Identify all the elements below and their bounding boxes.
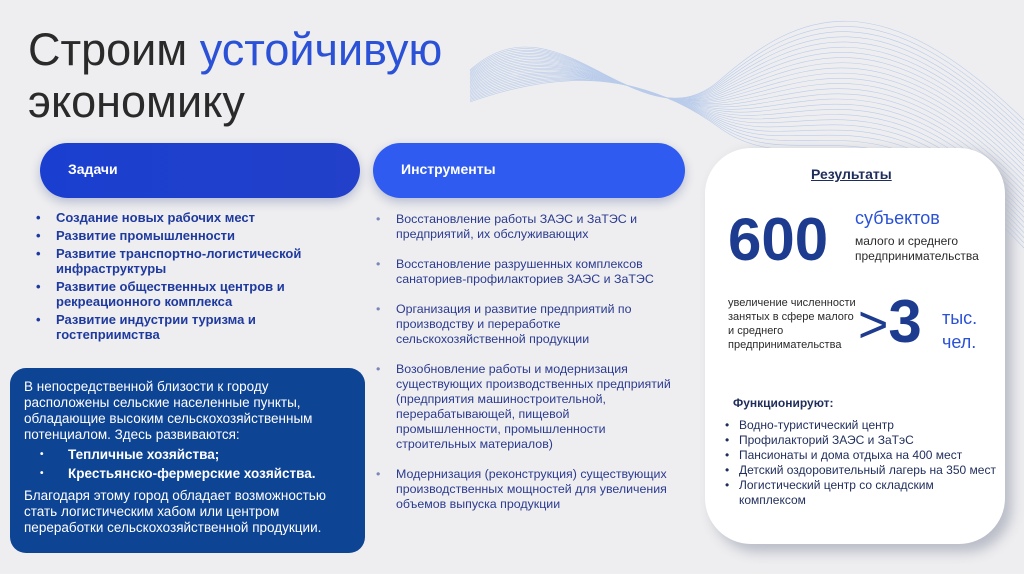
list-item: • Создание новых рабочих мест <box>36 210 336 225</box>
villages-outro: Благодаря этому город обладает возможностью стать логистическим хабом или центром переработки сельскохозяйственной продукции. <box>24 488 326 535</box>
tasks-header-pill <box>40 143 360 198</box>
employment-prefix: > <box>858 296 889 354</box>
list-item: • Логистический центр со складским комплексом <box>723 478 1001 508</box>
employment-number: 3 <box>888 288 922 355</box>
results-heading: Результаты <box>811 166 892 182</box>
list-item: • Восстановление разрушенных комплексов санаториев-профилакториев ЗАЭС и ЗаТЭС <box>372 257 677 287</box>
title-line1-plain: Строим <box>28 24 200 75</box>
villages-list <box>24 447 351 482</box>
functioning-list <box>723 418 1001 508</box>
title-line2: экономику <box>28 76 245 127</box>
title-line1-accent: устойчивую <box>199 24 443 75</box>
list-item: • Развитие общественных центров и рекреационного комплекса <box>36 279 336 309</box>
tools-heading: Инструменты <box>401 161 496 177</box>
employment-description: увеличение численности занятых в сфере малого и среднего предпринимательства <box>728 297 856 351</box>
smb-count-description: малого и среднего предпринимательства <box>855 234 979 263</box>
list-item: • Тепличные хозяйства; <box>24 447 351 463</box>
list-item: • Профилакторий ЗАЭС и ЗаТэС <box>723 433 1001 448</box>
list-item: • Крестьянско-фермерские хозяйства. <box>24 466 351 482</box>
list-item: • Водно-туристический центр <box>723 418 1001 433</box>
smb-count-value: 600 <box>728 206 829 273</box>
list-item: • Организация и развитие предприятий по производству и переработке сельскохозяйственной продукции <box>372 302 677 347</box>
tasks-heading: Задачи <box>68 161 118 177</box>
employment-value <box>858 290 922 357</box>
page-title <box>28 24 442 128</box>
list-item: • Развитие промышленности <box>36 228 336 243</box>
employment-unit: тыс. чел. <box>942 308 978 352</box>
list-item: • Развитие индустрии туризма и гостеприимства <box>36 312 336 342</box>
villages-intro: В непосредственной близости к городу расположены сельские населенные пункты, обладающие высоким сельскохозяйственным потенциалом. Здесь развиваются: <box>24 379 313 442</box>
list-item: • Развитие транспортно-логистической инфраструктуры <box>36 246 336 276</box>
list-item: • Возобновление работы и модернизация существующих производственных предприятий (предприятия машиностроительной, перерабатывающей, пищевой промышленности, промышленности строительных материалов) <box>372 362 677 452</box>
list-item: • Модернизация (реконструкция) существующих производственных мощностей для увеличения объемов выпуска продукции <box>372 467 677 512</box>
tools-list <box>372 212 677 527</box>
list-item: • Восстановление работы ЗАЭС и ЗаТЭС и предприятий, их обслуживающих <box>372 212 677 242</box>
tools-header-pill <box>373 143 685 198</box>
list-item: • Пансионаты и дома отдыха на 400 мест <box>723 448 1001 463</box>
smb-count-word: субъектов <box>855 208 940 228</box>
functioning-heading: Функционируют: <box>733 396 834 410</box>
villages-info-box <box>10 368 365 553</box>
tasks-list <box>36 210 336 345</box>
list-item: • Детский оздоровительный лагерь на 350 мест <box>723 463 1001 478</box>
